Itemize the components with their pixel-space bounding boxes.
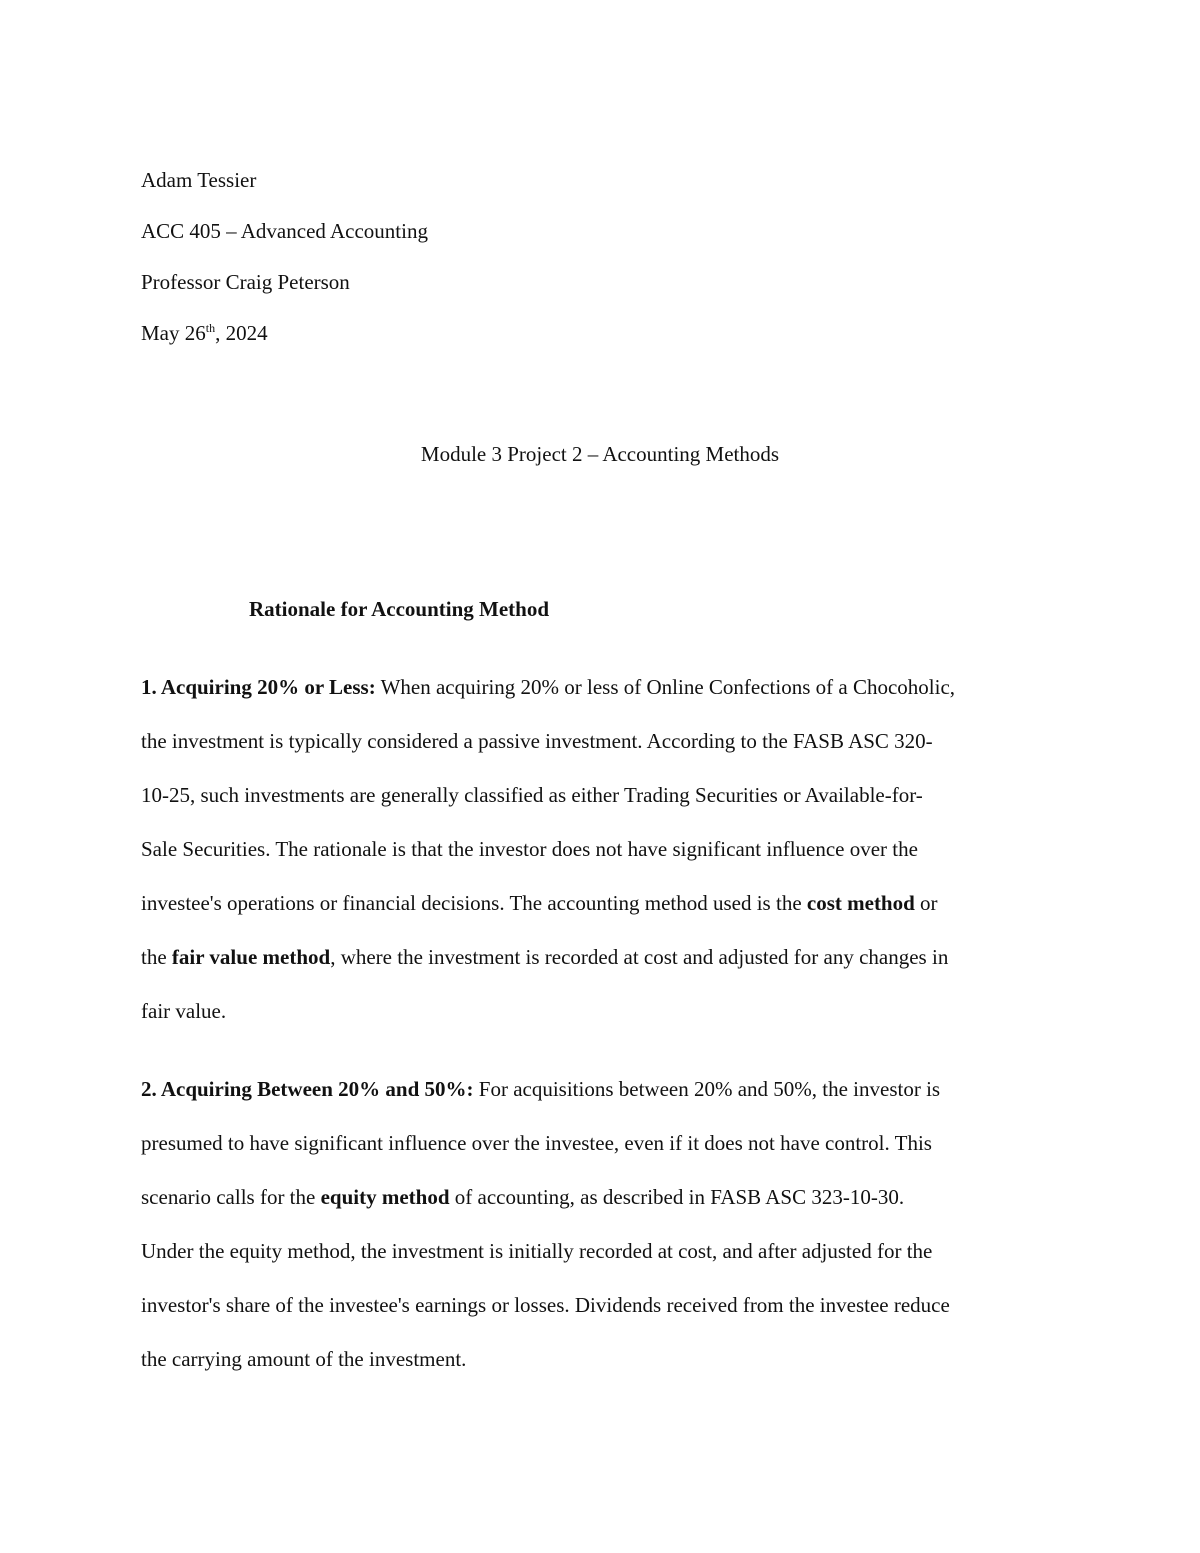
date-ordinal: th bbox=[205, 321, 216, 335]
professor-name: Professor Craig Peterson bbox=[141, 270, 350, 294]
date-suffix: , 2024 bbox=[215, 321, 268, 345]
paragraph-2-line: 2. Acquiring Between 20% and 50%: For acquisitions between 20% and 50%, the investor is bbox=[141, 1077, 941, 1101]
date-prefix: May 26 bbox=[141, 321, 206, 345]
paragraph-2-line: scenario calls for the equity method of accounting, as described in FASB ASC 323-10-30. bbox=[141, 1185, 905, 1209]
section-heading: Rationale for Accounting Method bbox=[249, 597, 550, 621]
course-name: ACC 405 – Advanced Accounting bbox=[141, 219, 428, 243]
paragraph-1-line: the fair value method, where the investment is recorded at cost and adjusted for any changes in bbox=[141, 945, 949, 969]
paragraph-1-line: fair value. bbox=[141, 999, 227, 1023]
author-name: Adam Tessier bbox=[141, 168, 257, 192]
date-line bbox=[141, 321, 268, 345]
equity-method-term: equity method bbox=[320, 1185, 450, 1209]
cost-method-term: cost method bbox=[806, 891, 915, 915]
paragraph-2-lead: 2. Acquiring Between 20% and 50%: bbox=[141, 1077, 474, 1101]
document-title: Module 3 Project 2 – Accounting Methods bbox=[420, 442, 780, 466]
paragraph-1-line: investee's operations or financial decisions. The accounting method used is the cost method or bbox=[141, 891, 938, 915]
paragraph-2 bbox=[141, 1062, 1061, 1386]
paragraph-1-line: 10-25, such investments are generally classified as either Trading Securities or Available-for- bbox=[141, 783, 923, 807]
paragraph-2-line: presumed to have significant influence over the investee, even if it does not have control. This bbox=[141, 1131, 932, 1155]
paragraph-2-line: the carrying amount of the investment. bbox=[141, 1347, 467, 1371]
paragraph-1-line: the investment is typically considered a passive investment. According to the FASB ASC 320- bbox=[141, 729, 933, 753]
fair-value-method-term: fair value method bbox=[171, 945, 331, 969]
paragraph-1-lead: 1. Acquiring 20% or Less: bbox=[141, 675, 376, 699]
paragraph-2-line: investor's share of the investee's earnings or losses. Dividends received from the investee reduce bbox=[141, 1293, 950, 1317]
paragraph-2-line: Under the equity method, the investment is initially recorded at cost, and after adjusted for the bbox=[141, 1239, 933, 1263]
paragraph-1-line: Sale Securities. The rationale is that the investor does not have significant influence over the bbox=[141, 837, 918, 861]
paragraph-1-line: 1. Acquiring 20% or Less: When acquiring 20% or less of Online Confections of a Chocoholic, bbox=[141, 675, 956, 699]
paragraph-1 bbox=[141, 660, 1061, 1038]
